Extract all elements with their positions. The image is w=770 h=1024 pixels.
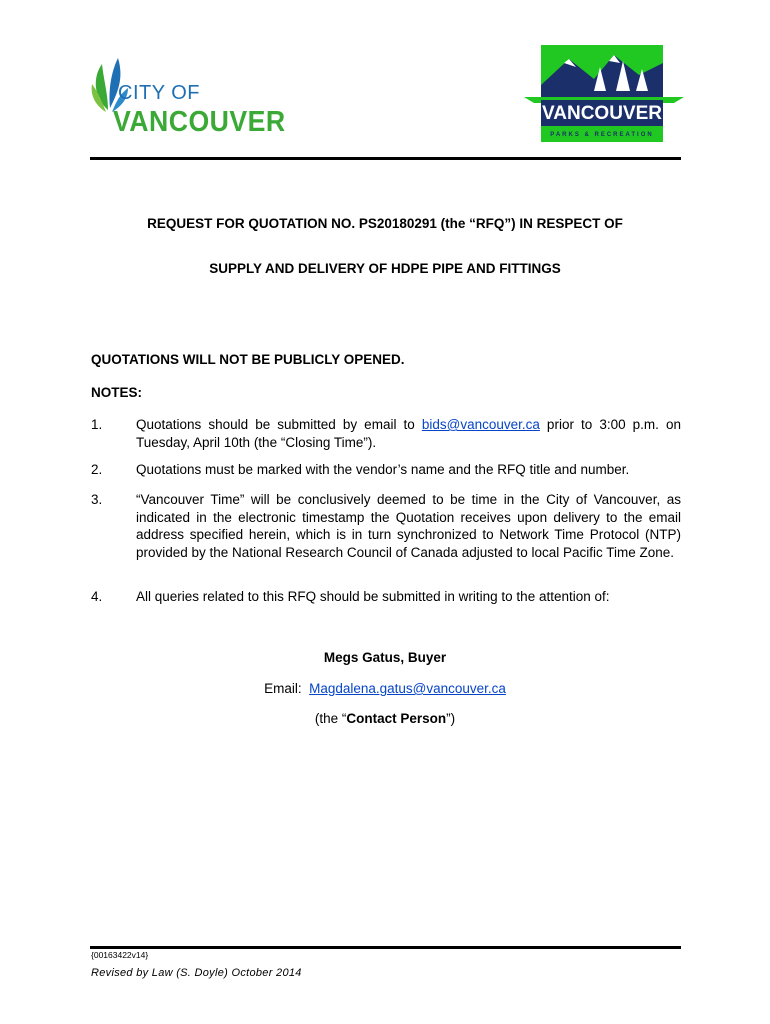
vancouver-text: VANCOUVER: [113, 106, 286, 138]
contact-email-line: [0, 681, 770, 696]
rfq-title-line2: SUPPLY AND DELIVERY OF HDPE PIPE AND FITTINGS: [209, 261, 561, 276]
city-of-text: CITY OF: [118, 82, 201, 104]
note-number: 3.: [91, 492, 103, 507]
footer-divider: [90, 946, 681, 949]
not-opened-heading: QUOTATIONS WILL NOT BE PUBLICLY OPENED.: [91, 352, 405, 367]
header-divider: [90, 157, 681, 160]
bids-email-link[interactable]: bids@vancouver.ca: [421, 417, 540, 432]
rfq-title-line1: REQUEST FOR QUOTATION NO. PS20180291 (the “RFQ”) IN RESPECT OF: [147, 216, 623, 231]
contact-email-link[interactable]: Magdalena.gatus@vancouver.ca: [309, 681, 506, 696]
notes-heading: NOTES:: [91, 385, 143, 400]
buyer-name: Megs Gatus, Buyer: [323, 650, 447, 665]
document-reference: {00163422v14}: [91, 950, 149, 960]
note-number: 2.: [91, 462, 103, 477]
parks-tagline-text: PARKS & RECREATION: [550, 132, 654, 138]
note-number: 4.: [91, 589, 103, 604]
vancouver-parks-logo: [524, 45, 684, 142]
parks-emblem-icon: [524, 45, 684, 142]
note-text: Quotations must be marked with the vendor’s name and the RFQ title and number.: [136, 462, 630, 477]
contact-person-label: (the “Contact Person”): [314, 711, 456, 726]
note-number: 1.: [91, 417, 103, 432]
email-label: Email:: [264, 681, 302, 696]
revision-note: Revised by Law (S. Doyle) October 2014: [91, 967, 302, 979]
note-text: All queries related to this RFQ should be submitted in writing to the attention of:: [136, 589, 610, 604]
note-text: Quotations should be submitted by email to bids@vancouver.ca prior to 3:00 p.m. on Tuesday, April 10th (the “Closing Time”).: [136, 417, 681, 450]
note-text: “Vancouver Time” will be conclusively deemed to be time in the City of Vancouver, as indicated in the electronic timestamp the Quotation receives upon delivery to the email address specified herein, which is in turn synchronized to Network Time Protocol (NTP) provided by the National Research Council of Canada adjusted to local Pacific Time Zone.: [136, 492, 681, 560]
parks-name-text: VANCOUVER: [542, 103, 662, 124]
